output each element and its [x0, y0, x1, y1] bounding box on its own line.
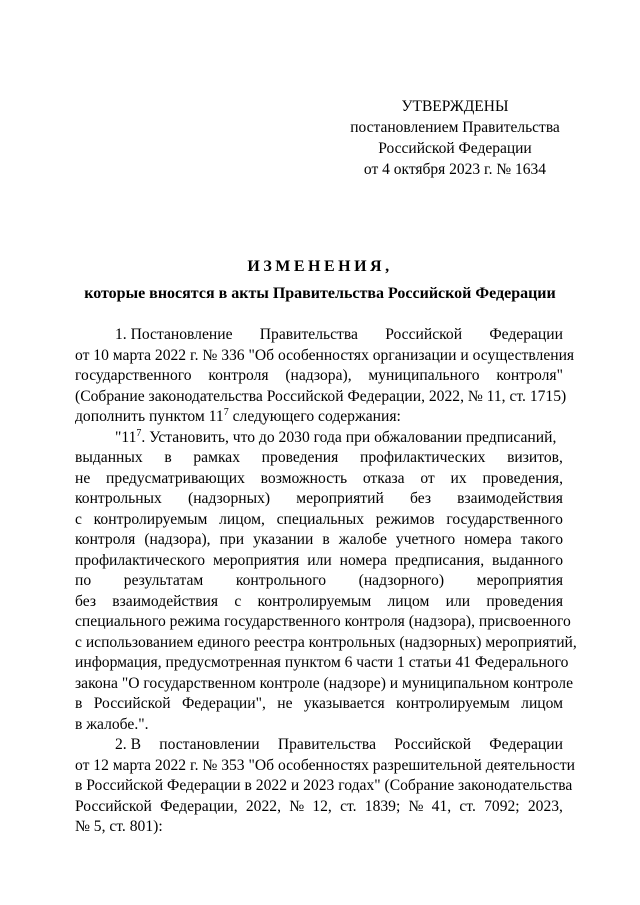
body-word: от	[420, 469, 435, 487]
body-word: Российской	[75, 797, 152, 815]
body-line	[75, 817, 563, 838]
body-line	[75, 674, 574, 695]
superscript: 7	[223, 406, 229, 418]
body-line	[75, 346, 575, 367]
body-word: лицом,	[219, 510, 265, 528]
body-word: государственного	[446, 510, 563, 528]
body-word: (надзора),	[285, 367, 352, 384]
body-word: (надзорных)	[188, 490, 271, 507]
body-word: не	[277, 695, 293, 712]
body-word: контроля	[208, 367, 269, 384]
body-line	[75, 694, 563, 715]
document-title: ИЗМЕНЕНИЯ,	[247, 258, 393, 275]
body-line	[75, 633, 577, 654]
body-word: специального режима государственного контроля (надзора), присвоенного	[75, 613, 571, 630]
document-body	[75, 325, 577, 838]
body-word: муниципального	[368, 367, 480, 384]
body-word: специальных	[276, 510, 365, 528]
body-line	[75, 469, 563, 490]
body-word: возможность	[260, 469, 348, 487]
body-word: взаимодействия	[457, 490, 563, 507]
body-word: 2022,	[245, 797, 281, 815]
body-word: 41,	[431, 797, 452, 815]
body-word: указывается	[303, 695, 385, 712]
body-word: ст.	[340, 797, 357, 815]
body-word: без	[75, 592, 96, 610]
body-line	[75, 366, 563, 387]
body-word: в	[75, 695, 83, 712]
body-word: контролируемым	[396, 695, 510, 712]
body-word: профилактических	[359, 449, 486, 466]
body-word: 7092;	[484, 797, 520, 815]
body-word: 1839;	[364, 797, 401, 815]
body-word: результатам	[123, 572, 204, 589]
body-line	[75, 797, 563, 818]
body-line	[75, 612, 571, 633]
body-line	[75, 735, 563, 756]
approval-line: Российской Федерации	[378, 140, 532, 157]
body-line	[75, 715, 563, 736]
body-word: мероприятий	[296, 490, 384, 507]
body-word: контроля (надзора), при указании в жалобе учетного номера такого	[75, 531, 563, 548]
approval-block	[300, 96, 610, 180]
body-word: Федерации	[489, 326, 563, 343]
body-word: не	[75, 469, 91, 487]
body-word: визитов,	[507, 449, 563, 466]
body-word: Российской	[385, 326, 463, 343]
body-word: рамках	[193, 449, 241, 466]
body-text: "$11^7$. Установить, что до 2030 года при обжаловании предписаний,	[115, 427, 557, 446]
body-text: дополнить пунктом $11^7$ следующего содержания:	[75, 406, 401, 425]
approval-line: от 4 октября 2023 г. № 1634	[363, 161, 547, 178]
body-word: по	[75, 572, 92, 589]
body-word: в	[164, 449, 172, 466]
body-line	[75, 776, 573, 797]
body-word: с	[234, 592, 242, 610]
approval-line: УТВЕРЖДЕНЫ	[401, 98, 509, 115]
body-word: Правительства	[277, 736, 376, 753]
body-word: без	[409, 490, 431, 507]
body-line	[75, 653, 569, 674]
body-line	[75, 387, 567, 408]
body-word: контрольного	[235, 572, 327, 589]
body-word: 2023,	[527, 797, 563, 815]
body-line	[75, 756, 575, 777]
body-word: закона "О государственном контроле (надзоре) и муниципальном контроле	[75, 674, 574, 692]
body-word: в Российской Федерации в 2022 и 2023 годах" (Собрание законодательства	[75, 777, 573, 794]
body-line	[75, 571, 563, 592]
body-word: проведения	[486, 592, 563, 610]
body-word: с	[75, 510, 82, 528]
body-word: ст.	[459, 797, 476, 815]
body-word: мероприятия	[476, 572, 563, 589]
body-word: в жалобе.".	[75, 715, 149, 733]
body-line	[75, 325, 563, 346]
body-word: проведения	[261, 449, 339, 466]
body-word: 12,	[312, 797, 332, 815]
body-word: 1. Постановление	[115, 326, 233, 343]
body-word: контроля"	[496, 367, 563, 384]
body-line	[75, 530, 563, 551]
body-word: государственного	[75, 367, 192, 384]
body-word: режимов	[375, 510, 435, 528]
body-word: 2. В	[115, 736, 141, 753]
body-line	[75, 510, 563, 531]
body-word: контролируемым	[257, 592, 372, 610]
body-word: (Собрание законодательства Российской Федерации, 2022, № 11, ст. 1715)	[75, 387, 567, 405]
body-line	[75, 489, 563, 510]
body-word: постановлении	[159, 736, 260, 753]
body-word: от 12 марта 2022 г. № 353 "Об особенностях разрешительной деятельности	[75, 756, 575, 774]
body-word: лицом	[521, 695, 563, 712]
body-word: Федерации",	[181, 695, 266, 712]
body-line	[75, 592, 563, 613]
superscript: 7	[136, 427, 142, 439]
body-word: Федерации,	[160, 797, 238, 815]
document-subtitle: которые вносятся в акты Правительства Российской Федерации	[84, 285, 556, 302]
body-word: отказа	[362, 469, 405, 487]
body-word: от 10 марта 2022 г. № 336 "Об особенностях организации и осуществления	[75, 346, 575, 364]
body-word: или	[445, 592, 471, 610]
body-word: Российской	[394, 736, 472, 753]
body-word: предусматривающих	[106, 469, 245, 487]
body-word: лицом	[387, 592, 430, 610]
body-word: Федерации	[489, 736, 563, 753]
body-word: информация, предусмотренная пунктом 6 части 1 статьи 41 Федерального	[75, 654, 569, 671]
body-word: Российской	[93, 695, 171, 712]
body-word: выданных	[75, 449, 143, 466]
body-line	[75, 448, 563, 469]
body-word: контролируемым	[93, 510, 208, 528]
body-line	[75, 551, 563, 572]
body-word: контрольных	[75, 490, 162, 507]
body-word: с использованием единого реестра контрольных (надзорных) мероприятий,	[75, 633, 577, 651]
body-line	[75, 407, 563, 428]
body-word: (надзорного)	[358, 572, 445, 589]
approval-line: постановлением Правительства	[350, 119, 560, 136]
body-word: их	[450, 469, 467, 487]
body-word: №	[408, 797, 424, 815]
body-word: № 5, ст. 801):	[75, 818, 163, 835]
body-line	[75, 428, 563, 449]
body-word: проведения,	[482, 469, 563, 487]
body-word: Правительства	[259, 326, 358, 343]
body-word: №	[289, 797, 305, 815]
body-word: взаимодействия	[112, 592, 219, 610]
body-word: профилактического мероприятия или номера предписания, выданного	[75, 551, 563, 569]
